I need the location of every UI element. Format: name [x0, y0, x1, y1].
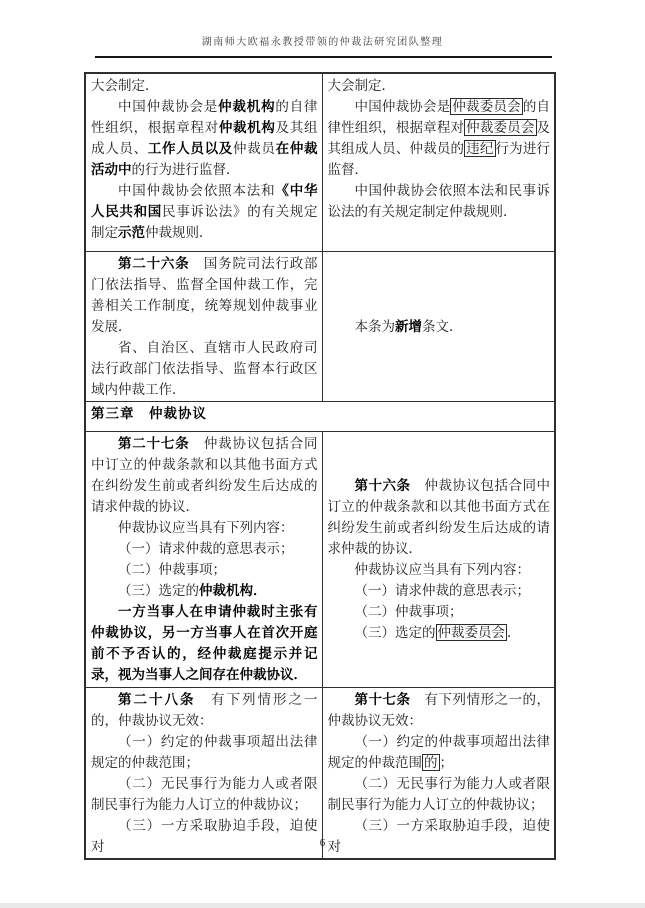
text-run: 的行为进行监督． — [131, 162, 240, 177]
text-run: 及其组成人员、 — [91, 120, 318, 156]
text-run: 工作人员以及 — [147, 141, 234, 156]
paragraph — [328, 475, 551, 559]
paragraph — [91, 180, 318, 243]
cell-row4-left — [85, 431, 322, 687]
comparison-table — [84, 72, 556, 860]
boxed-term: 仲裁委员会 — [452, 99, 521, 114]
paragraph — [91, 96, 318, 180]
text-run: 仲裁协议应当具有下列内容： — [354, 562, 530, 577]
text-run: 中国仲裁协会是 — [354, 99, 451, 114]
header-title: 湖南师大欧福永教授带领的仲裁法研究团队整理 — [201, 37, 444, 48]
text-run: 第二十六条 — [118, 255, 190, 271]
text-run: 仲裁机构 — [218, 99, 276, 114]
text-run: ． — [507, 625, 521, 640]
paragraph — [91, 689, 318, 731]
text-run: 民事诉讼法》的有关规定制定 — [91, 204, 318, 240]
text-run: 中国仲裁协会是 — [118, 99, 219, 114]
text-run: 新增 — [395, 318, 422, 334]
text-run: 在仲裁活动中 — [91, 141, 318, 177]
text-run: （一）请求仲裁的意思表示； — [354, 583, 530, 598]
table-row — [85, 251, 555, 401]
text-run: 第十七条 — [354, 691, 411, 707]
boxed-term: 的 — [424, 754, 438, 770]
table-row — [85, 73, 555, 251]
paragraph — [91, 601, 318, 685]
paragraph — [328, 689, 551, 731]
text-run: （二）仲裁事项； — [354, 604, 463, 619]
paragraph — [91, 337, 318, 400]
paragraph — [91, 773, 318, 815]
cell-row5-right — [322, 687, 555, 859]
paragraph — [328, 75, 551, 96]
paragraph — [91, 433, 318, 517]
paragraph — [91, 815, 318, 857]
table-row — [85, 401, 555, 431]
paragraph — [328, 96, 551, 180]
text-run: （三）一方采取胁迫手段，迫使对 — [91, 817, 318, 854]
boxed-term: 违纪 — [466, 141, 494, 156]
paragraph — [91, 75, 318, 96]
cell-row2-left — [85, 251, 322, 401]
text-run: （三）一方采取胁迫手段，迫使对 — [327, 817, 550, 854]
paragraph — [91, 517, 318, 538]
text-run: 本条为 — [354, 318, 395, 334]
text-run: 有下列情形之一的，仲裁协议无效： — [91, 691, 318, 728]
cell-row5-left — [85, 687, 322, 859]
paragraph — [91, 731, 318, 773]
text-run: 第二十八条 — [118, 691, 196, 707]
text-run: 第十六条 — [354, 478, 411, 493]
bottom-strip — [0, 903, 645, 908]
text-run: （一）约定的仲裁事项超出法律规定的仲裁范围 — [327, 733, 550, 770]
paragraph — [328, 180, 551, 222]
text-run: 中国仲裁协会依照本法和民事诉讼法的有关规定制定仲裁规则． — [327, 183, 550, 219]
text-run: 仲裁机构． — [199, 582, 267, 598]
cell-row4-right — [322, 431, 555, 687]
text-run: 大会制定． — [327, 78, 395, 93]
text-run: 行为进行监督． — [327, 141, 551, 177]
text-run: 仲裁协议应当具有下列内容： — [118, 519, 294, 535]
paragraph — [91, 559, 318, 580]
text-run: 第二十七条 — [118, 435, 190, 451]
text-run: 《中华人民共和国 — [91, 183, 318, 219]
paragraph — [328, 731, 551, 773]
text-run: （二）无民事行为能力人或者限制民事行为能力人订立的仲裁协议； — [91, 775, 318, 812]
comparison-table-body — [85, 73, 555, 859]
text-run: 仲裁协议包括合同中订立的仲裁条款和以其他书面方式在纠纷发生前或者纠纷发生后达成的请求仲裁的协议． — [91, 435, 318, 514]
text-run: 条文． — [422, 318, 463, 334]
cell-row2-right — [322, 251, 555, 401]
text-run: 仲裁规则． — [145, 225, 213, 240]
text-run: 及其组成人员、仲裁员的 — [327, 120, 551, 156]
text-run: （一）约定的仲裁事项超出法律规定的仲裁范围； — [91, 733, 318, 770]
text-run: 有下列情形之一的，仲裁协议无效： — [327, 691, 550, 728]
text-run: 仲裁机构 — [218, 120, 276, 135]
text-run: 大会制定． — [91, 78, 159, 93]
paragraph — [328, 316, 551, 337]
text-run: 省、自治区、直辖市人民政府司法行政部门依法指导、监督本行政区域内仲裁工作． — [91, 339, 318, 397]
text-run: （二）无民事行为能力人或者限制民事行为能力人订立的仲裁协议； — [327, 775, 550, 812]
paragraph — [328, 622, 551, 643]
boxed-term: 仲裁委员会 — [466, 120, 535, 135]
document-header — [0, 33, 645, 48]
cell-row1-right — [322, 73, 555, 251]
text-run: 仲裁员 — [233, 141, 276, 156]
chapter-heading: 第三章 仲裁协议 — [85, 401, 555, 431]
paragraph — [91, 538, 318, 559]
paragraph — [328, 559, 551, 580]
paragraph — [328, 601, 551, 622]
text-run: 的自律性组织，根据章程对 — [91, 99, 318, 135]
paragraph — [328, 773, 551, 815]
text-run: 中国仲裁协会依照本法和 — [118, 183, 276, 198]
paragraph — [328, 815, 551, 857]
table-row — [85, 687, 555, 859]
header-rule — [95, 56, 552, 58]
text-run: 一方当事人在申请仲裁时主张有仲裁协议，另一方当事人在首次开庭前不予否认的，经仲裁庭提示并记录，视为当事人之间存在仲裁协议． — [91, 603, 318, 682]
text-run: （三）选定的 — [118, 582, 199, 598]
boxed-term: 仲裁委员会 — [437, 625, 505, 640]
text-run: 仲裁协议包括合同中订立的仲裁条款和以其他书面方式在纠纷发生前或者纠纷发生后达成的请求仲裁的协议． — [327, 478, 550, 556]
page-number: 6 — [319, 837, 326, 849]
text-run: 国务院司法行政部门依法指导、监督全国仲裁工作，完善相关工作制度，统筹规划仲裁事业发展． — [91, 255, 318, 334]
paragraph — [91, 580, 318, 601]
text-run: （三）选定的 — [354, 625, 436, 640]
text-run: 的自律性组织，根据章程对 — [327, 99, 551, 135]
text-run: （二）仲裁事项； — [118, 561, 226, 577]
text-run: （一）请求仲裁的意思表示； — [118, 540, 294, 556]
cell-row1-left — [85, 73, 322, 251]
paragraph — [328, 580, 551, 601]
table-row — [85, 431, 555, 687]
paragraph — [91, 253, 318, 337]
text-run: 示范 — [118, 225, 145, 240]
text-run: ； — [439, 754, 453, 770]
